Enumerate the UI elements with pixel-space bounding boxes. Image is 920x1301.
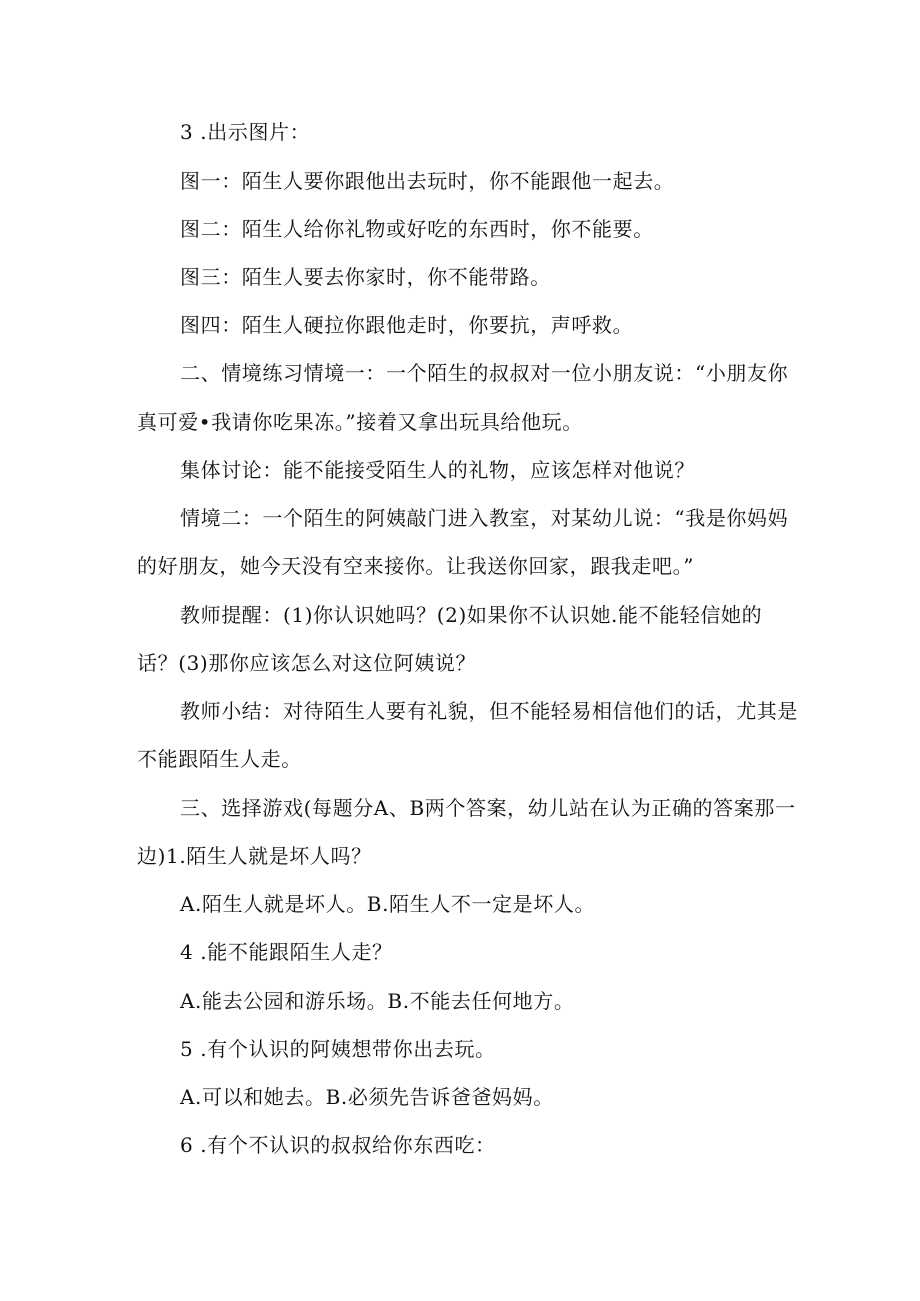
picture-four-text: 图四：陌生人硬拉你跟他走时，你要抗，声呼救。 xyxy=(180,313,634,337)
picture-three-text: 图三：陌生人要去你家时，你不能带路。 xyxy=(180,265,551,289)
scenario-one-line-2: 真可爱•我请你吃果冻。”接着又拿出玩具给他玩。 xyxy=(137,410,583,434)
question-one-answers: A.陌生人就是坏人。B.陌生人不一定是坏人。 xyxy=(180,892,596,916)
section-heading-show-pictures: 3 .出示图片： xyxy=(180,120,311,144)
scenario-two-line-1: 情境二：一个陌生的阿姨敲门进入教室，对某幼儿说：“我是你妈妈 xyxy=(180,506,789,530)
teacher-reminder-line-1: 教师提醒：(1)你认识她吗？(2)如果你不认识她.能不能轻信她的 xyxy=(180,603,763,627)
group-discussion-text: 集体讨论：能不能接受陌生人的礼物，应该怎样对他说？ xyxy=(180,458,695,482)
question-four-text: 4 .能不能跟陌生人走？ xyxy=(180,940,393,964)
picture-one-text: 图一：陌生人要你跟他出去玩时，你不能跟他一起去。 xyxy=(180,169,675,193)
question-five-answers: A.可以和她去。B.必须先告诉爸爸妈妈。 xyxy=(180,1085,554,1109)
picture-two-text: 图二：陌生人给你礼物或好吃的东西时，你不能要。 xyxy=(180,217,654,241)
choice-game-line-1: 三、选择游戏(每题分A、B两个答案，幼儿站在认为正确的答案那一 xyxy=(180,796,796,820)
teacher-reminder-line-2: 话？(3)那你应该怎么对这位阿姨说？ xyxy=(137,651,477,675)
question-four-answers: A.能去公园和游乐场。B.不能去任何地方。 xyxy=(180,989,575,1013)
teacher-summary-line-1: 教师小结：对待陌生人要有礼貌，但不能轻易相信他们的话，尤其是 xyxy=(180,699,798,723)
scenario-two-line-2: 的好朋友，她今天没有空来接你。让我送你回家，跟我走吧。” xyxy=(137,554,695,578)
choice-game-line-2: 边)1.陌生人就是坏人吗？ xyxy=(137,844,372,868)
scenario-one-line-1: 二、情境练习情境一：一个陌生的叔叔对一位小朋友说：“小朋友你 xyxy=(180,361,789,385)
teacher-summary-line-2: 不能跟陌生人走。 xyxy=(137,747,302,771)
question-six-text: 6 .有个不认识的叔叔给你东西吃： xyxy=(180,1133,496,1157)
question-five-text: 5 .有个认识的阿姨想带你出去玩。 xyxy=(180,1037,496,1061)
